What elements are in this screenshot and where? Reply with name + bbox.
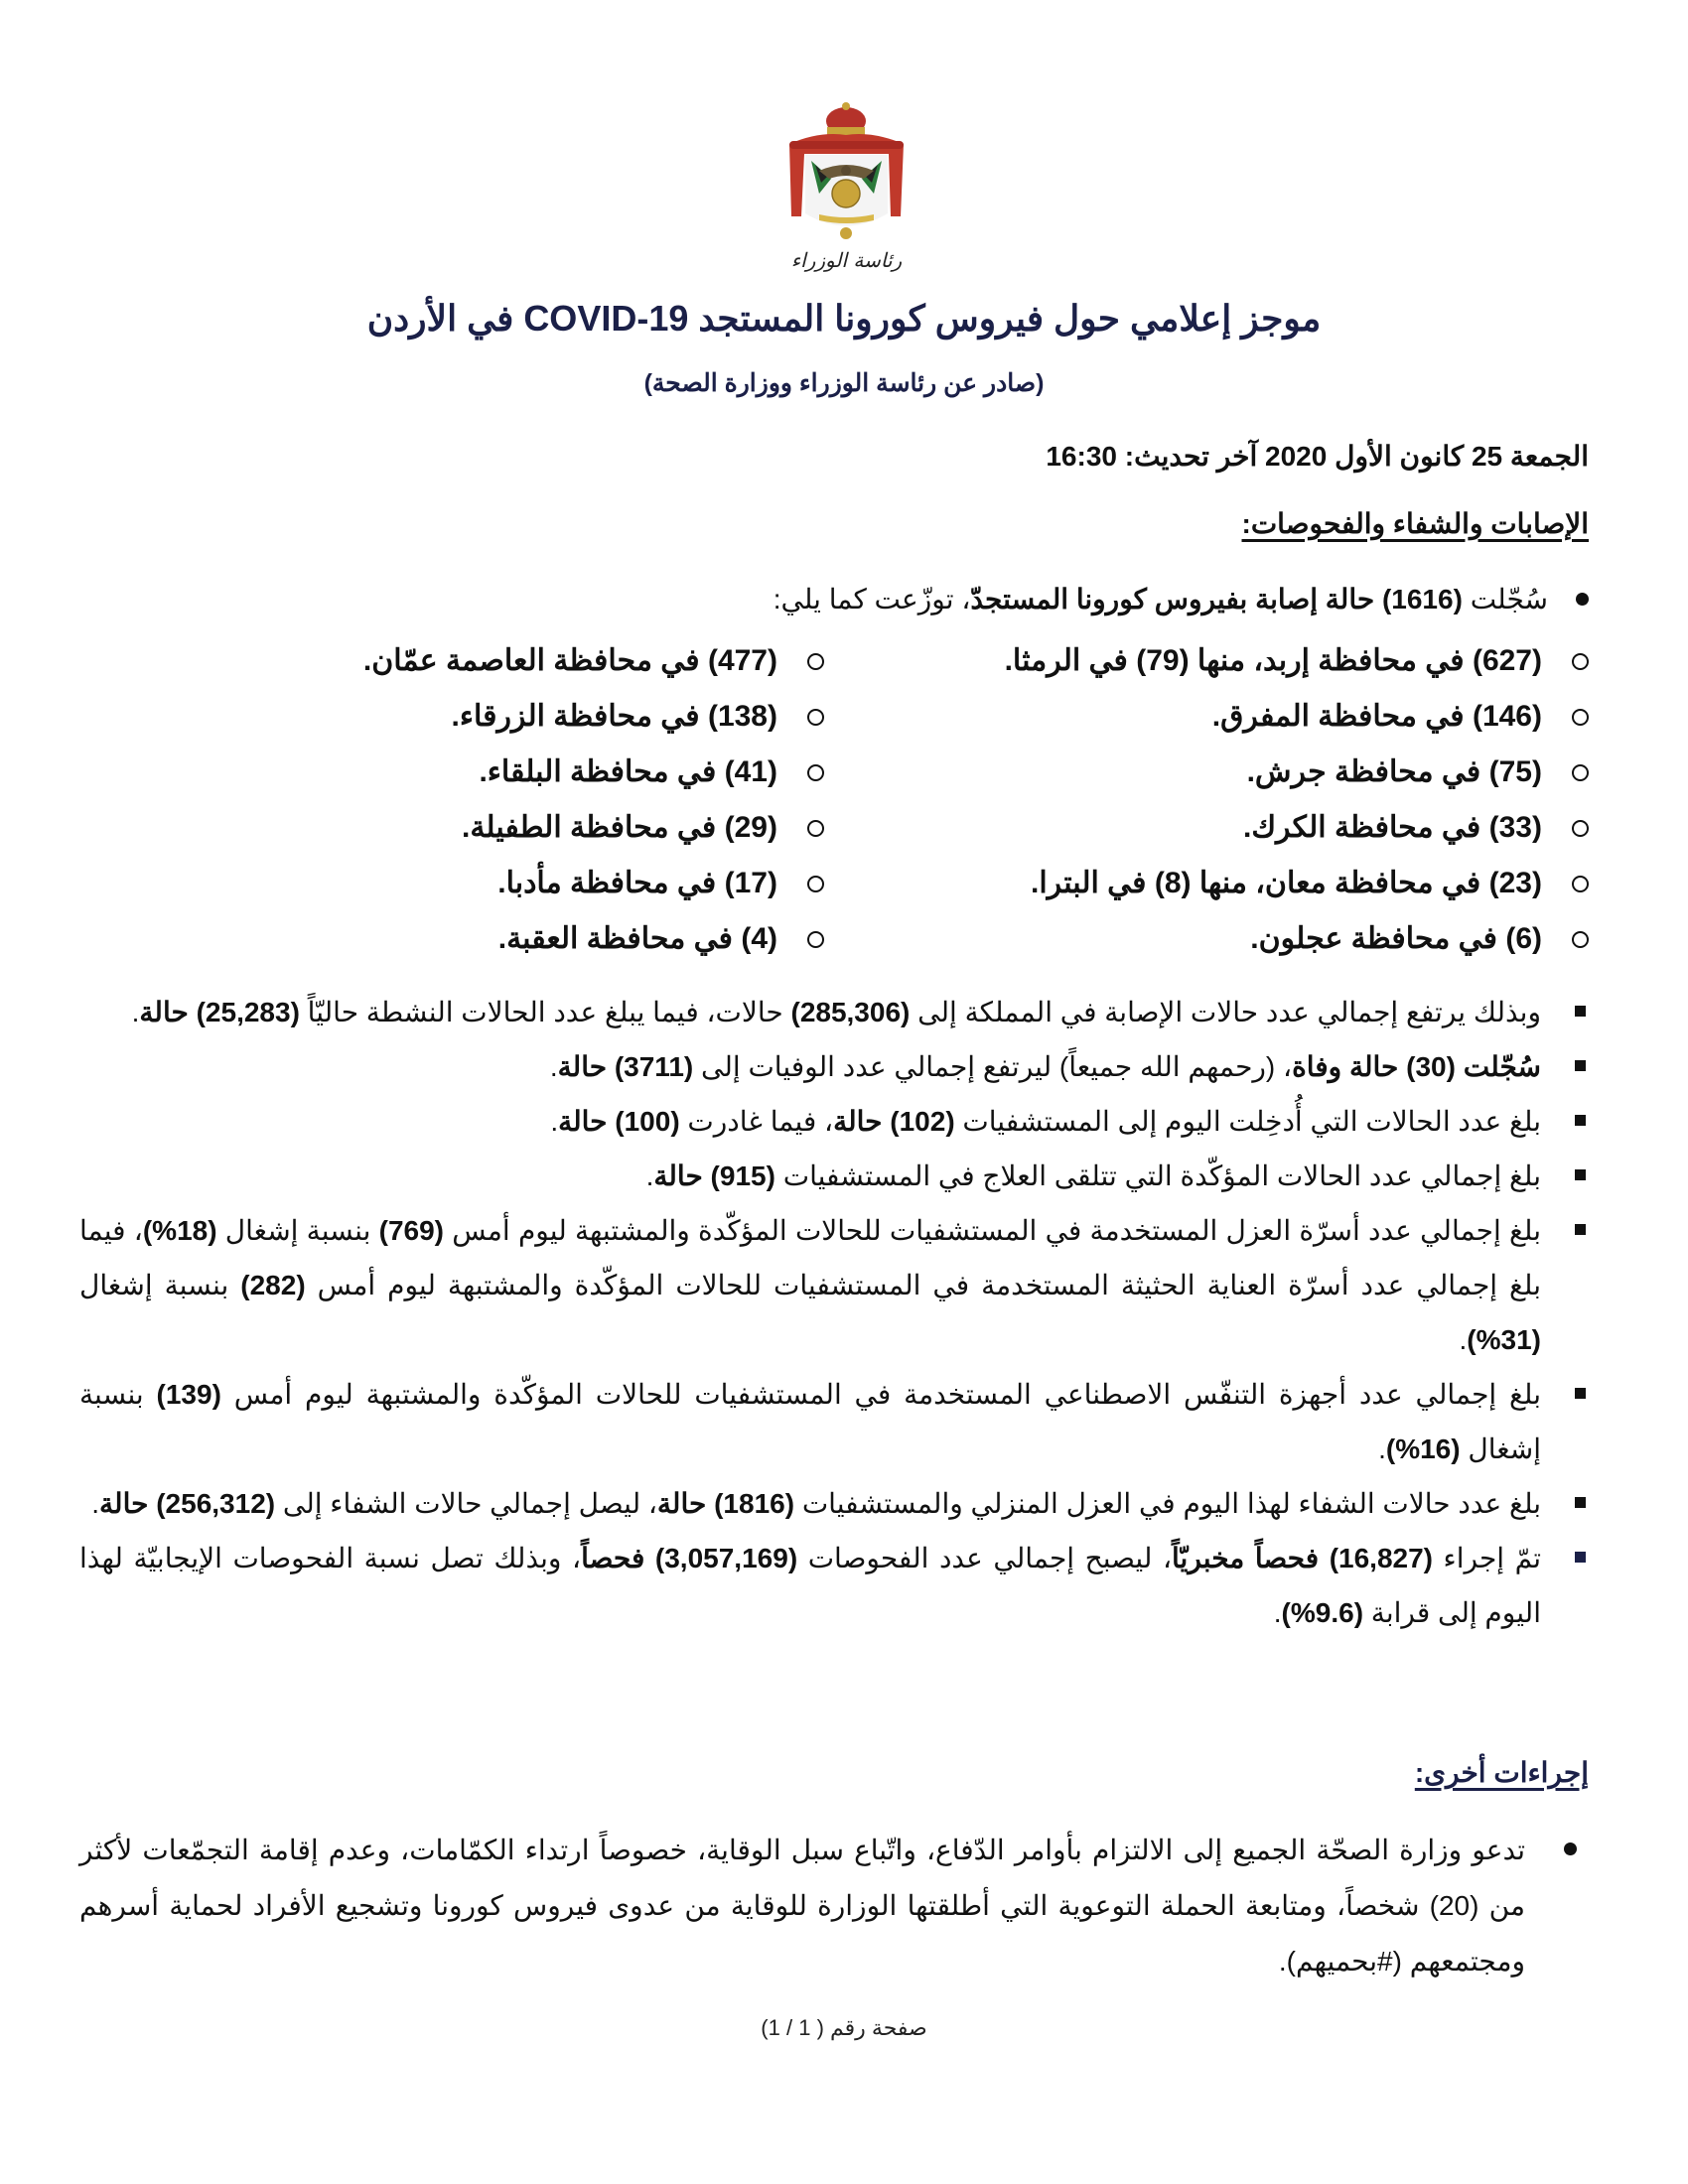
statistic-text: بلغ إجمالي عدد أجهزة التنفّس الاصطناعي المستخدمة في المستشفيات للحالات المؤكّدة والمشتبهة ليوم أمس	[220, 1379, 1541, 1410]
square-bullet-icon	[1575, 1497, 1586, 1508]
statistic-value: (16,827) فحصاً مخبريّاً	[1172, 1543, 1433, 1573]
statistic-value: (139)	[156, 1379, 221, 1410]
statistic-value: (25,283) حالة	[139, 997, 300, 1027]
circle-bullet-icon	[1572, 820, 1589, 837]
statistic-value: (3,057,169) فحصاً	[581, 1543, 798, 1573]
statistic-text: .	[1459, 1324, 1468, 1355]
intro-post: ، توزّعت كما يلي:	[773, 584, 971, 614]
governorate-item: (29) في محافظة الطفيلة.	[70, 800, 824, 856]
statistic-text: حالات، فيما يبلغ عدد الحالات النشطة حاليّاً	[299, 997, 791, 1027]
statistic-item	[79, 1531, 1589, 1640]
statistic-item	[79, 985, 1589, 1039]
square-bullet-icon	[1575, 1169, 1586, 1180]
statistic-text: .	[549, 1051, 558, 1082]
governorate-item: (627) في محافظة إربد، منها (79) في الرمثا.	[834, 633, 1589, 689]
circle-bullet-icon	[807, 931, 824, 948]
statistic-text: .	[645, 1160, 654, 1191]
governorate-item: (17) في محافظة مأدبا.	[70, 856, 824, 911]
circle-bullet-icon	[807, 764, 824, 781]
statistic-value: (9.6%)	[1281, 1597, 1364, 1628]
statistic-item	[79, 1476, 1589, 1531]
square-bullet-icon	[1575, 1224, 1586, 1235]
circle-bullet-icon	[807, 876, 824, 892]
circle-bullet-icon	[1572, 764, 1589, 781]
circle-bullet-icon	[1572, 931, 1589, 948]
governorates-right-column	[834, 633, 1589, 967]
governorates-left-column	[70, 633, 824, 967]
square-bullet-icon	[1575, 1006, 1586, 1017]
square-bullet-icon	[1575, 1388, 1586, 1399]
other-measures-heading-wrap	[1415, 1753, 1589, 1793]
statistic-value: (256,312) حالة	[99, 1488, 276, 1519]
statistic-value: (285,306)	[790, 997, 911, 1027]
other-measure-item	[79, 1823, 1589, 1989]
statistic-text: .	[131, 997, 140, 1027]
statistic-text: .	[1378, 1433, 1386, 1464]
statistic-text: بلغ إجمالي عدد أسرّة العزل المستخدمة في المستشفيات للحالات المؤكّدة والمشتبهة ليوم أمس	[443, 1215, 1541, 1246]
governorate-item: (4) في محافظة العقبة.	[70, 911, 824, 967]
governorate-item: (23) في محافظة معان، منها (8) في البترا.	[834, 856, 1589, 911]
statistic-value: (769)	[378, 1215, 444, 1246]
statistic-text: بنسبة إشغال	[79, 1270, 241, 1300]
governorate-item: (146) في محافظة المفرق.	[834, 689, 1589, 745]
statistic-item	[79, 1367, 1589, 1476]
new-cases-intro	[496, 580, 1589, 619]
statistic-text: بلغ عدد حالات الشفاء لهذا اليوم في العزل المنزلي والمستشفيات	[794, 1488, 1541, 1519]
statistic-text: بنسبة إشغال	[79, 1379, 1541, 1464]
statistic-text: ، فيما بلغ إجمالي عدد أسرّة العناية الحثيثة المستخدمة في المستشفيات للحالات المؤكّدة والمشتبهة ليوم أمس	[79, 1215, 1541, 1300]
statistic-item	[79, 1149, 1589, 1203]
circle-bullet-icon	[1572, 876, 1589, 892]
statistic-text: بنسبة إشغال	[216, 1215, 379, 1246]
governorate-item: (6) في محافظة عجلون.	[834, 911, 1589, 967]
statistic-value: (18%)	[142, 1215, 217, 1246]
statistic-text: ، ليصل إجمالي حالات الشفاء إلى	[275, 1488, 657, 1519]
page-number: صفحة رقم ( 1 / 1)	[761, 2015, 927, 2040]
governorate-item: (75) في محافظة جرش.	[834, 745, 1589, 800]
statistic-text: وبذلك يرتفع إجمالي عدد حالات الإصابة في المملكة إلى	[910, 997, 1541, 1027]
statistic-item	[79, 1094, 1589, 1149]
statistic-value: (100) حالة	[558, 1106, 680, 1137]
square-bullet-icon	[1575, 1552, 1586, 1563]
governorate-item: (138) في محافظة الزرقاء.	[70, 689, 824, 745]
statistic-text: ، (رحمهم الله جميعاً) ليرتفع إجمالي عدد الوفيات إلى	[693, 1051, 1293, 1082]
bullet-icon	[1564, 1843, 1577, 1855]
page-subtitle: (صادر عن رئاسة الوزراء ووزارة الصحة)	[643, 369, 1045, 397]
jordan-coat-of-arms-icon	[779, 99, 914, 248]
circle-bullet-icon	[807, 820, 824, 837]
intro-pre: سُجّلت	[1470, 584, 1548, 614]
emblem-caption: رئاسة الوزراء	[790, 248, 903, 272]
statistic-item	[79, 1039, 1589, 1094]
circle-bullet-icon	[807, 709, 824, 726]
coat-of-arms-emblem	[779, 99, 914, 283]
statistic-text: بلغ عدد الحالات التي أُدخِلت اليوم إلى المستشفيات	[954, 1106, 1541, 1137]
statistic-text: ، وبذلك تصل نسبة الفحوصات الإيجابيّة لهذا اليوم إلى قرابة	[79, 1543, 1541, 1628]
statistics-list	[79, 985, 1589, 1640]
statistic-value: سُجّلت (30) حالة وفاة	[1292, 1051, 1541, 1082]
governorate-item: (33) في محافظة الكرك.	[834, 800, 1589, 856]
statistic-item	[79, 1203, 1589, 1367]
statistic-value: (915) حالة	[653, 1160, 775, 1191]
statistic-text: ، ليصبح إجمالي عدد الفحوصات	[797, 1543, 1172, 1573]
circle-bullet-icon	[807, 653, 824, 670]
governorate-item: (477) في محافظة العاصمة عمّان.	[70, 633, 824, 689]
statistic-value: (31%)	[1467, 1324, 1541, 1355]
statistic-text: بلغ إجمالي عدد الحالات المؤكّدة التي تتلقى العلاج في المستشفيات	[774, 1160, 1541, 1191]
other-measures-list	[79, 1823, 1589, 1989]
circle-bullet-icon	[1572, 653, 1589, 670]
statistic-value: (282)	[240, 1270, 306, 1300]
statistic-value: (16%)	[1385, 1433, 1461, 1464]
statistic-value: (102) حالة	[833, 1106, 955, 1137]
other-measure-text: تدعو وزارة الصحّة الجميع إلى الالتزام بأوامر الدّفاع، واتّباع سبل الوقاية، خصوصاً ارتداء الكمّامات، وعدم إقامة التجمّعات لأكثر من (20) شخصاً، ومتابعة الحملة التوعوية التي أطلقتها الوزارة للوقاية من عدوى فيروس كورونا وتشجيع الأفراد لحماية أسرهم ومجتمعهم (#بحميهم).	[79, 1835, 1525, 1977]
square-bullet-icon	[1575, 1115, 1586, 1126]
circle-bullet-icon	[1572, 709, 1589, 726]
intro-bold-text: حالة إصابة بفيروس كورونا المستجدّ	[970, 584, 1375, 614]
cases-section-heading: الإصابات والشفاء والفحوصات:	[1241, 508, 1589, 539]
statistic-text: ، فيما غادرت	[679, 1106, 834, 1137]
other-measures-heading: إجراءات أخرى:	[1414, 1757, 1589, 1788]
date-and-update-time: الجمعة 25 كانون الأول 2020 آخر تحديث: 16:30	[1046, 441, 1589, 472]
governorate-item: (41) في محافظة البلقاء.	[70, 745, 824, 800]
square-bullet-icon	[1575, 1060, 1586, 1071]
page-title: موجز إعلامي حول فيروس كورونا المستجد COVID-19 في الأردن	[366, 298, 1322, 339]
statistic-value: (1816) حالة	[656, 1488, 795, 1519]
statistic-text: .	[1273, 1597, 1282, 1628]
intro-count: (1616)	[1381, 584, 1463, 614]
statistic-text: تمّ إجراء	[1432, 1543, 1542, 1573]
statistic-value: (3711) حالة	[557, 1051, 694, 1082]
statistic-text: .	[550, 1106, 559, 1137]
statistic-text: .	[91, 1488, 100, 1519]
bullet-icon	[1576, 593, 1589, 606]
